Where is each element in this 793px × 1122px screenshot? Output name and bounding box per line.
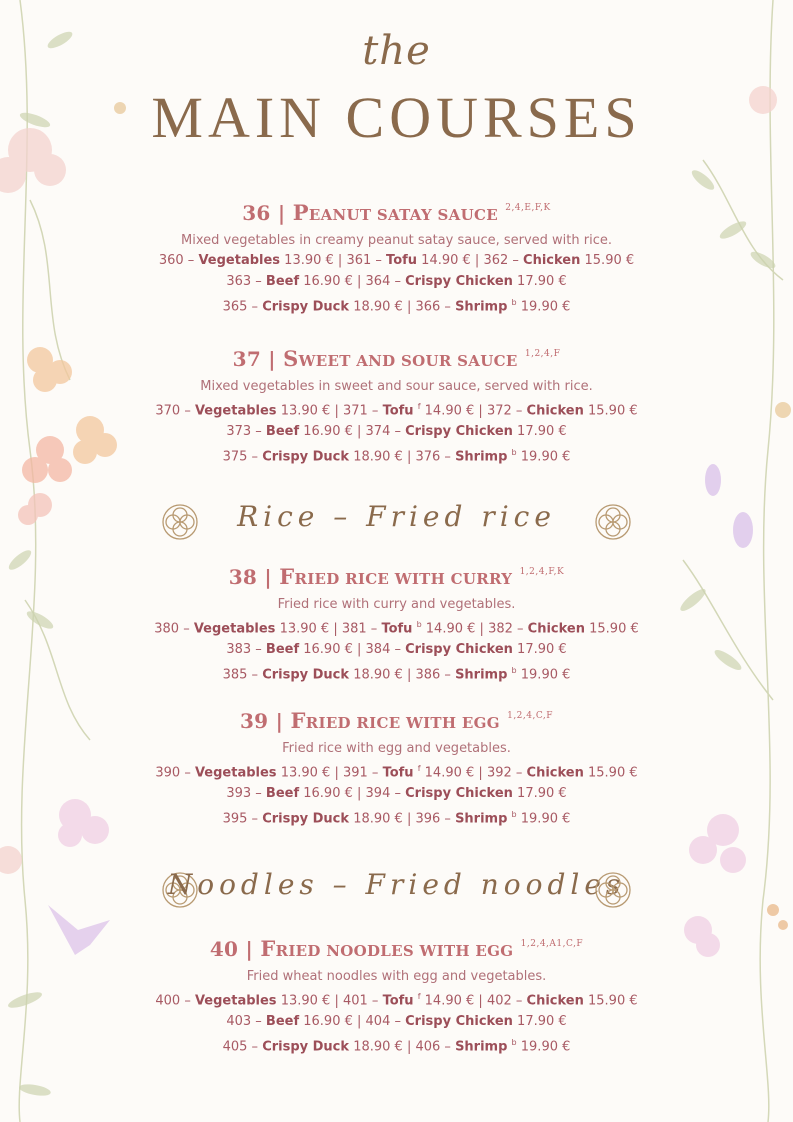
- header-the: the: [362, 28, 431, 74]
- dish-description: Fried wheat noodles with egg and vegetables.: [246, 969, 547, 984]
- option-line: 380 – Vegetables 13.90 € | 381 – Tofu $^b$ 14.90 € | 382 – Chicken 15.90 €: [154, 620, 639, 637]
- dish-description: Fried rice with curry and vegetables.: [277, 597, 516, 612]
- dish-40: [0, 936, 793, 1061]
- celtic-knot-icon: [593, 870, 633, 910]
- dish-title: 38 | FRIED RICE WITH CURRY $^{1,2,4,F,K}$: [228, 564, 565, 589]
- option-line: 373 – Beef 16.90 € | 374 – Crispy Chicken 17.90 €: [226, 424, 567, 440]
- option-line: 375 – Crispy Duck 18.90 € | 376 – Shrimp $^b$ 19.90 €: [222, 448, 571, 465]
- option-line: 393 – Beef 16.90 € | 394 – Crispy Chicken 17.90 €: [226, 786, 567, 802]
- dish-title: 40 | FRIED NOODLES WITH EGG $^{1,2,4,A1,C,F}$: [209, 936, 584, 961]
- allergen-codes: 1,2,4,F: [524, 349, 561, 359]
- dish-title: 36 | PEANUT SATAY SAUCE $^{2,4,E,F,K}$: [242, 200, 551, 225]
- option-line: 390 – Vegetables 13.90 € | 391 – Tofu $^f$ 14.90 € | 392 – Chicken 15.90 €: [155, 764, 638, 781]
- option-line: 400 – Vegetables 13.90 € | 401 – Tofu $^f$ 14.90 € | 402 – Chicken 15.90 €: [155, 992, 638, 1009]
- option-line: 405 – Crispy Duck 18.90 € | 406 – Shrimp $^b$ 19.90 €: [222, 1038, 571, 1055]
- celtic-knot-icon: [593, 502, 633, 542]
- dish-38: [0, 564, 793, 689]
- option-line: 363 – Beef 16.90 € | 364 – Crispy Chicken 17.90 €: [226, 274, 567, 289]
- section-title: Noodles – Fried noodles: [167, 868, 626, 901]
- allergen-codes: 1,2,4,A1,C,F: [520, 939, 584, 949]
- allergen-codes: 1,2,4,F,K: [519, 567, 565, 577]
- dish-description: Mixed vegetables in creamy peanut satay sauce, served with rice.: [181, 233, 612, 248]
- section-title: Rice – Fried rice: [237, 500, 556, 533]
- dish-title: 39 | FRIED RICE WITH EGG $^{1,2,4,C,F}$: [239, 708, 554, 733]
- option-line: 365 – Crispy Duck 18.90 € | 366 – Shrimp $^b$ 19.90 €: [222, 298, 571, 315]
- dish-description: Fried rice with egg and vegetables.: [282, 741, 511, 756]
- option-line: 395 – Crispy Duck 18.90 € | 396 – Shrimp $^b$ 19.90 €: [222, 810, 571, 827]
- allergen-codes: 1,2,4,C,F: [507, 711, 554, 721]
- dish-title: 37 | SWEET AND SOUR SAUCE $^{1,2,4,F}$: [232, 346, 561, 371]
- dish-36: [0, 200, 793, 320]
- option-line: 385 – Crispy Duck 18.90 € | 386 – Shrimp $^b$ 19.90 €: [222, 666, 571, 683]
- page-title: MAIN COURSES: [151, 85, 642, 150]
- dish-description: Mixed vegetables in sweet and sour sauce, served with rice.: [200, 379, 593, 394]
- section-rice: [0, 500, 793, 544]
- dish-37: [0, 346, 793, 471]
- option-line: 403 – Beef 16.90 € | 404 – Crispy Chicken 17.90 €: [226, 1014, 567, 1030]
- dish-39: [0, 708, 793, 833]
- allergen-codes: 2,4,E,F,K: [505, 203, 551, 213]
- option-line: 383 – Beef 16.90 € | 384 – Crispy Chicken 17.90 €: [226, 642, 567, 658]
- section-noodles: [0, 868, 793, 912]
- option-line: 360 – Vegetables 13.90 € | 361 – Tofu 14.90 € | 362 – Chicken 15.90 €: [158, 253, 635, 268]
- option-line: 370 – Vegetables 13.90 € | 371 – Tofu $^f$ 14.90 € | 372 – Chicken 15.90 €: [155, 402, 638, 419]
